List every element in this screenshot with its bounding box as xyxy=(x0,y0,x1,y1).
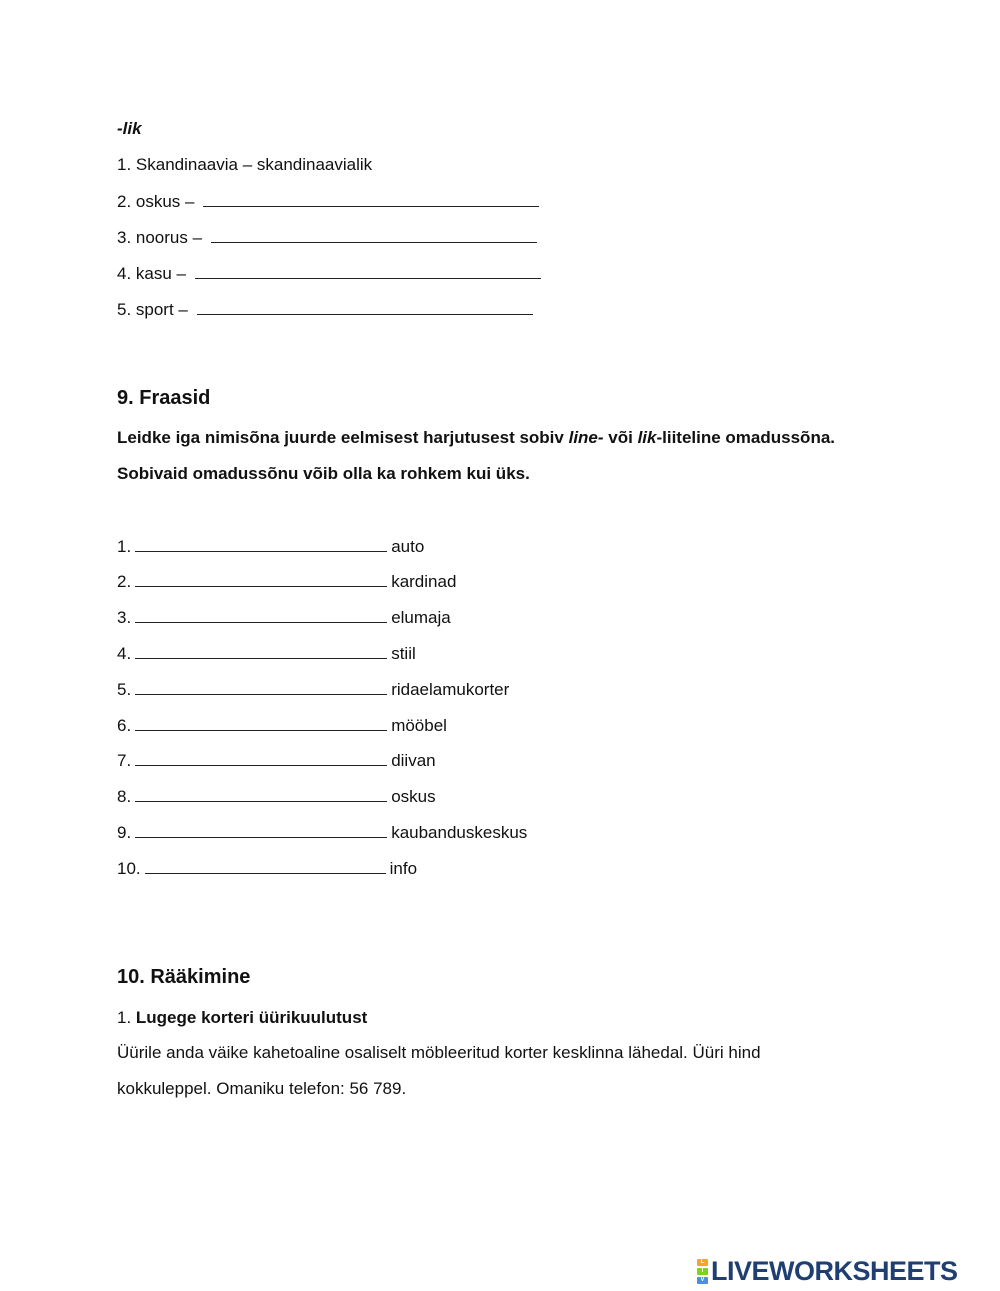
logo-text: LIVEWORKSHEETS xyxy=(711,1255,958,1286)
logo-squares-icon xyxy=(697,1259,708,1284)
liveworksheets-logo xyxy=(697,1256,958,1286)
phrase-item: 9. kaubanduskeskus xyxy=(117,823,528,842)
phrase-item: 3. elumaja xyxy=(117,608,451,627)
answer-blank[interactable] xyxy=(145,858,386,874)
answer-blank[interactable] xyxy=(135,679,387,695)
phrase-item: 2. kardinad xyxy=(117,572,457,591)
logo-square-l: L xyxy=(697,1259,708,1266)
answer-blank[interactable] xyxy=(195,263,541,279)
section-9-instruction-2: Sobivaid omadussõnu võib olla ka rohkem kui üks. xyxy=(117,464,530,483)
lik-item-3: 3. noorus – xyxy=(117,227,541,248)
ad-text-line-1: Üürile anda väike kahetoaline osaliselt möbleeritud korter kesklinna lähedal. Üüri hind xyxy=(117,1043,761,1062)
phrase-item: 5. ridaelamukorter xyxy=(117,680,510,699)
lik-item-5: 5. sport – xyxy=(117,299,537,320)
phrase-item: 8. oskus xyxy=(117,787,436,806)
lik-heading: -lik xyxy=(117,119,142,138)
lik-item-4: 4. kasu – xyxy=(117,263,545,284)
section-10-title: 10. Rääkimine xyxy=(117,966,251,988)
answer-blank[interactable] xyxy=(135,715,387,731)
answer-blank[interactable] xyxy=(211,227,537,243)
answer-blank[interactable] xyxy=(135,750,387,766)
section-9-title: 9. Fraasid xyxy=(117,387,211,409)
answer-blank[interactable] xyxy=(135,643,387,659)
phrase-item: 7. diivan xyxy=(117,751,436,770)
logo-square-i: I xyxy=(697,1268,708,1275)
section-10-task: 1. Lugege korteri üürikuulutust xyxy=(117,1008,368,1027)
lik-item-2: 2. oskus – xyxy=(117,191,543,212)
phrase-item: 10. info xyxy=(117,859,418,878)
answer-blank[interactable] xyxy=(203,191,539,207)
logo-square-v: V xyxy=(697,1277,708,1284)
ad-text-line-2: kokkuleppel. Omaniku telefon: 56 789. xyxy=(117,1079,407,1098)
answer-blank[interactable] xyxy=(197,299,533,315)
phrase-item: 1. auto xyxy=(117,537,425,556)
lik-item-1: 1. Skandinaavia – skandinaavialik xyxy=(117,155,373,174)
answer-blank[interactable] xyxy=(135,786,387,802)
phrase-item: 6. mööbel xyxy=(117,716,447,735)
section-9-instruction: Leidke iga nimisõna juurde eelmisest harjutusest sobiv line- või lik-liiteline omadussõna. xyxy=(117,428,836,447)
answer-blank[interactable] xyxy=(135,822,387,838)
answer-blank[interactable] xyxy=(135,571,387,587)
answer-blank[interactable] xyxy=(135,536,387,552)
phrase-item: 4. stiil xyxy=(117,644,416,663)
answer-blank[interactable] xyxy=(135,607,387,623)
